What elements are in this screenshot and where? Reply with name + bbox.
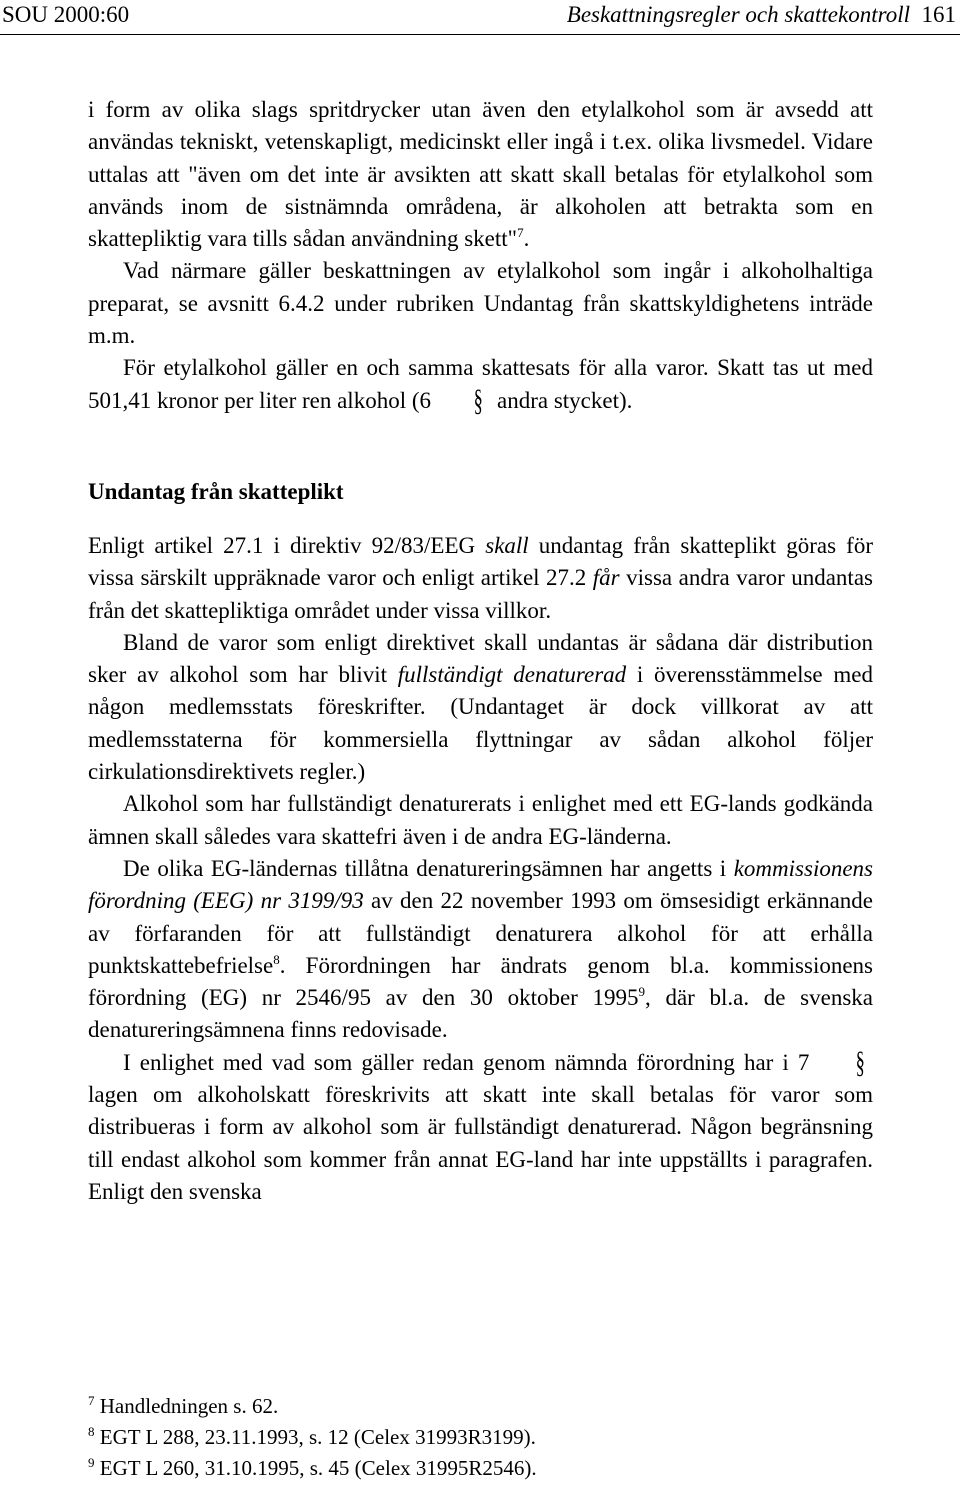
footnote <box>88 1453 873 1484</box>
paragraph-text: av den 22 november 1993 om ömsesidigt erkännande av förfaranden för att fullständigt denaturera alkohol för att erhålla punktskattebefrielse <box>88 888 874 978</box>
page-body <box>88 94 873 1208</box>
paragraph-1 <box>88 94 873 255</box>
paragraph-text: De olika EG-ländernas tillåtna denatureringsämnen har angetts i <box>123 855 734 881</box>
paragraph-5 <box>88 627 873 788</box>
paragraph-text: undantag från skatteplikt göras för vissa särskilt uppräknade varor och enligt artikel 27.2 <box>88 532 873 591</box>
page-number: 161 <box>921 2 956 27</box>
emphasis: får <box>592 565 620 591</box>
paragraph-text: vissa andra varor undantas från det skattepliktiga området under vissa villkor. <box>88 565 873 623</box>
section-sign: § <box>473 383 483 417</box>
section-sign: § <box>855 1045 865 1079</box>
paragraph-text: Enligt artikel 27.1 i direktiv 92/83/EEG <box>88 532 486 558</box>
footnote-ref-9: 9 <box>638 984 646 1000</box>
footnote-ref-8: 8 <box>273 951 280 967</box>
paragraph-3 <box>88 352 873 417</box>
paragraph-2: Vad närmare gäller beskattningen av etylalkohol som ingår i alkoholhaltiga preparat, se avsnitt 6.4.2 under rubriken Undantag från skattskyldighetens inträde m.m. <box>88 258 873 349</box>
paragraph-text: lagen om alkoholskatt föreskrivits att skatt inte skall betalas för varor som distribueras i form av alkohol som är fullständigt denaturerad. Någon begränsning till endast alkohol som kommer från annat EG-land har inte uppställts i paragrafen. Enligt den svenska <box>88 1082 873 1204</box>
paragraph-text: . Förordningen har ändrats genom bl.a. kommissionens förordning (EG) nr 2546/95 av den 30 oktober 1995 <box>88 952 873 1011</box>
paragraph-text: För etylalkohol gäller en och samma skattesats för alla varor. Skatt tas ut med 501,41 kronor per liter ren alkohol (6 <box>88 355 873 413</box>
footnote-number: 8 <box>88 1424 95 1439</box>
footnote <box>88 1391 873 1422</box>
paragraph-text: Bland de varor som enligt direktivet skall undantas är sådana där distribution sker av alkohol som har blivit <box>88 629 873 688</box>
paragraph-text: i överensstämmelse med någon medlemsstats föreskrifter. (Undantaget är dock villkorat av att medlemsstaterna för kommersiella flyttningar av sådan alkohol följer cirkulationsdirektivets regler.) <box>88 662 873 785</box>
footnote-number: 9 <box>88 1455 95 1470</box>
paragraph-text: andra stycket). <box>497 387 633 413</box>
footnote-text: EGT L 288, 23.11.1993, s. 12 (Celex 31993R3199). <box>99 1425 536 1449</box>
paragraph-8 <box>88 1047 873 1208</box>
emphasis: fullständigt denaturerad <box>397 662 627 688</box>
emphasis: kommissionens förordning (EEG) nr 3199/93 <box>88 855 873 914</box>
report-id: SOU 2000:60 <box>2 2 130 27</box>
paragraph-text: , där bl.a. de svenska denatureringsämnena finns redovisade. <box>88 985 873 1043</box>
footnote-text: Handledningen s. 62. <box>99 1394 279 1418</box>
emphasis: skall <box>485 532 529 558</box>
paragraph-7 <box>88 853 873 1047</box>
footnote-text: EGT L 260, 31.10.1995, s. 45 (Celex 31995R2546). <box>99 1456 537 1480</box>
paragraph-text: I enlighet med vad som gäller redan genom nämnda förordning har i 7 <box>123 1049 810 1075</box>
running-title <box>567 0 956 30</box>
section-heading: Undantag från skatteplikt <box>88 478 344 504</box>
footnote-number: 7 <box>88 1393 95 1408</box>
paragraph-text: . <box>523 226 530 252</box>
header-rule <box>0 34 960 35</box>
footnote-ref-7: 7 <box>517 225 524 241</box>
footnotes <box>88 1391 873 1484</box>
footnote <box>88 1422 873 1453</box>
chapter-title: Beskattningsregler och skattekontroll <box>566 2 910 27</box>
page-header <box>0 0 960 34</box>
paragraph-4 <box>88 530 873 627</box>
paragraph-6: Alkohol som har fullständigt denaturerats i enlighet med ett EG-lands godkända ämnen skall således vara skattefri även i de andra EG-länderna. <box>88 791 873 849</box>
paragraph-text: i form av olika slags spritdrycker utan även den etylalkohol som är avsedd att användas tekniskt, vetenskapligt, medicinskt eller ingå i t.ex. olika livsmedel. Vidare uttalas att "även om det inte är avsikten att skatt skall betalas för etylalkohol som används inom de sistnämnda områdena, är alkoholen att betrakta som en skattepliktig vara tills sådan användning skett" <box>88 97 873 252</box>
